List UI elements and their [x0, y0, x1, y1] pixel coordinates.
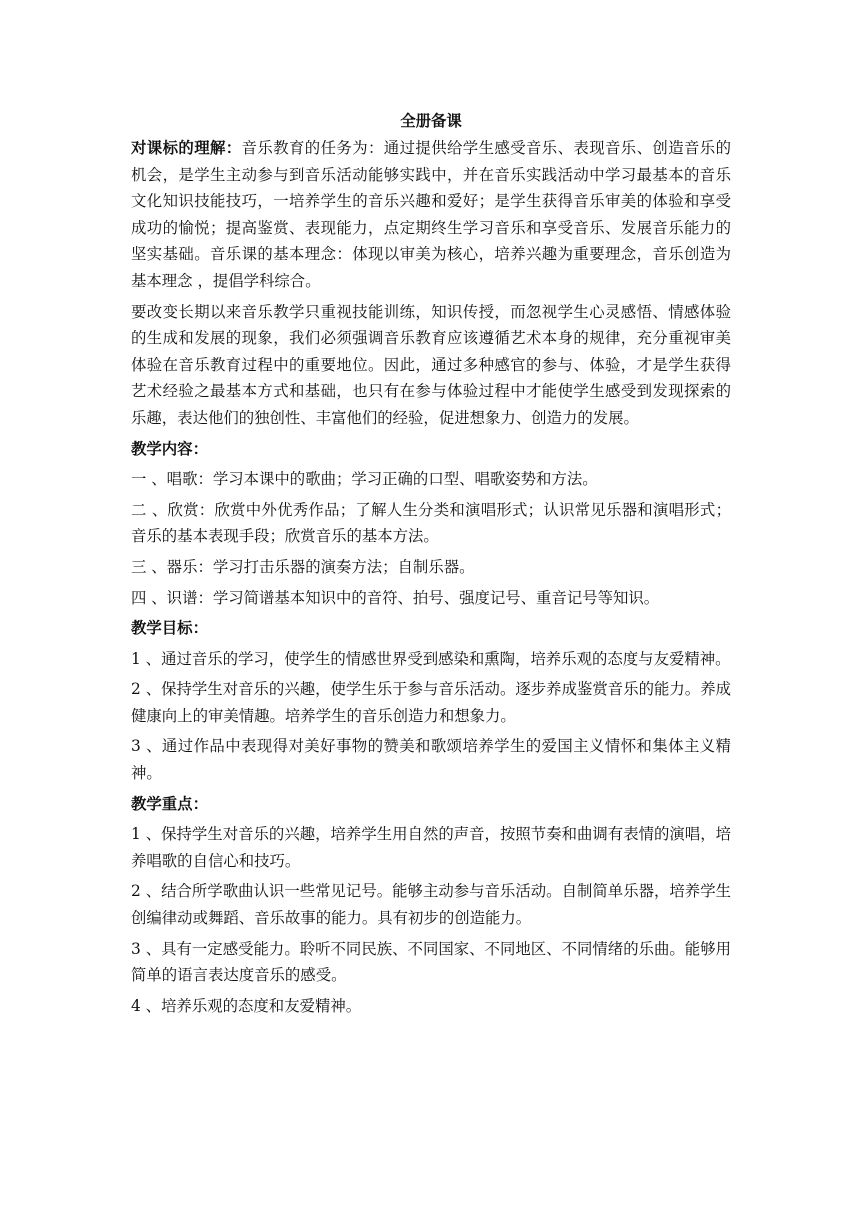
content-item: 一 、唱歌：学习本课中的歌曲；学习正确的口型、唱歌姿势和方法。 — [131, 470, 598, 489]
keypoint-item: 3 、具有一定感受能力。聆听不同民族、不同国家、不同地区、不同情绪的乐曲。能够用简单的语言表达度音乐的感受。 — [131, 939, 731, 985]
keypoint-item: 1 、保持学生对音乐的兴趣，培养学生用自然的声音，按照节奏和曲调有表情的演唱，培养唱歌的自信心和技巧。 — [131, 825, 731, 870]
content-heading: 教学内容： — [131, 439, 208, 458]
goals-heading: 教学目标： — [131, 619, 208, 638]
goal-item: 1 、通过音乐的学习，使学生的情感世界受到感染和熏陶，培养乐观的态度与友爱精神。 — [131, 649, 731, 668]
keypoints-heading: 教学重点： — [131, 794, 208, 813]
document-title: 全册备课 — [400, 112, 462, 130]
keypoint-item: 2 、结合所学歌曲认识一些常见记号。能够主动参与音乐活动。自制简单乐器，培养学生创编律动或舞蹈、音乐故事的能力。具有初步的创造能力。 — [131, 882, 731, 928]
goal-item: 3 、通过作品中表现得对美好事物的赞美和歌颂培养学生的爱国主义情怀和集体主义精神。 — [131, 737, 731, 783]
keypoint-item: 4 、培养乐观的态度和友爱精神。 — [131, 996, 362, 1015]
curriculum-text-1: 音乐教育的任务为：通过提供给学生感受音乐、表现音乐、创造音乐的机会，是学生主动参与到音乐活动能够实践中，并在音乐实践活动中学习最基本的音乐文化知识技能技巧，一培养学生的音乐兴趣和爱好；是学生获得音乐审美的体验和享受成功的愉悦；提高鉴赏、表现能力，点定期终生学习音乐和享受音乐、发展音乐能力的坚实基础。音乐课的基本理念：体现以审美为核心，培养兴趣为重要理念，音乐创造为基本理念 ，提倡学科综合。 — [131, 139, 731, 290]
content-item: 三 、器乐：学习打击乐器的演奏方法；自制乐器。 — [131, 557, 475, 576]
document-page — [131, 108, 731, 1023]
content-item: 四 、识谱：学习简谱基本知识中的音符、拍号、强度记号、重音记号等知识。 — [131, 588, 660, 607]
curriculum-paragraph-2: 要改变长期以来音乐教学只重视技能训练，知识传授，而忽视学生心灵感悟、情感体验的生成和发展的现象，我们必须强调音乐教育应该遵循艺术本身的规律，充分重视审美体验在音乐教育过程中的重要地位。因此，通过多种感官的参与、体验，才是学生获得艺术经验之最基本方式和基础，也只有在参与体验过程中才能使学生感受到发现探索的乐趣，表达他们的独创性、丰富他们的经验，促进想象力、创造力的发展。 — [131, 302, 731, 427]
curriculum-heading: 对课标的理解： — [131, 139, 242, 157]
goal-item: 2 、保持学生对音乐的兴趣，使学生乐于参与音乐活动。逐步养成鉴赏音乐的能力。养成健康向上的审美情趣。培养学生的音乐创造力和想象力。 — [131, 680, 731, 725]
curriculum-paragraph-1 — [131, 135, 731, 295]
content-item: 二 、欣赏：欣赏中外优秀作品；了解人生分类和演唱形式；认识常见乐器和演唱形式；音乐的基本表现手段；欣赏音乐的基本方法。 — [131, 500, 731, 546]
